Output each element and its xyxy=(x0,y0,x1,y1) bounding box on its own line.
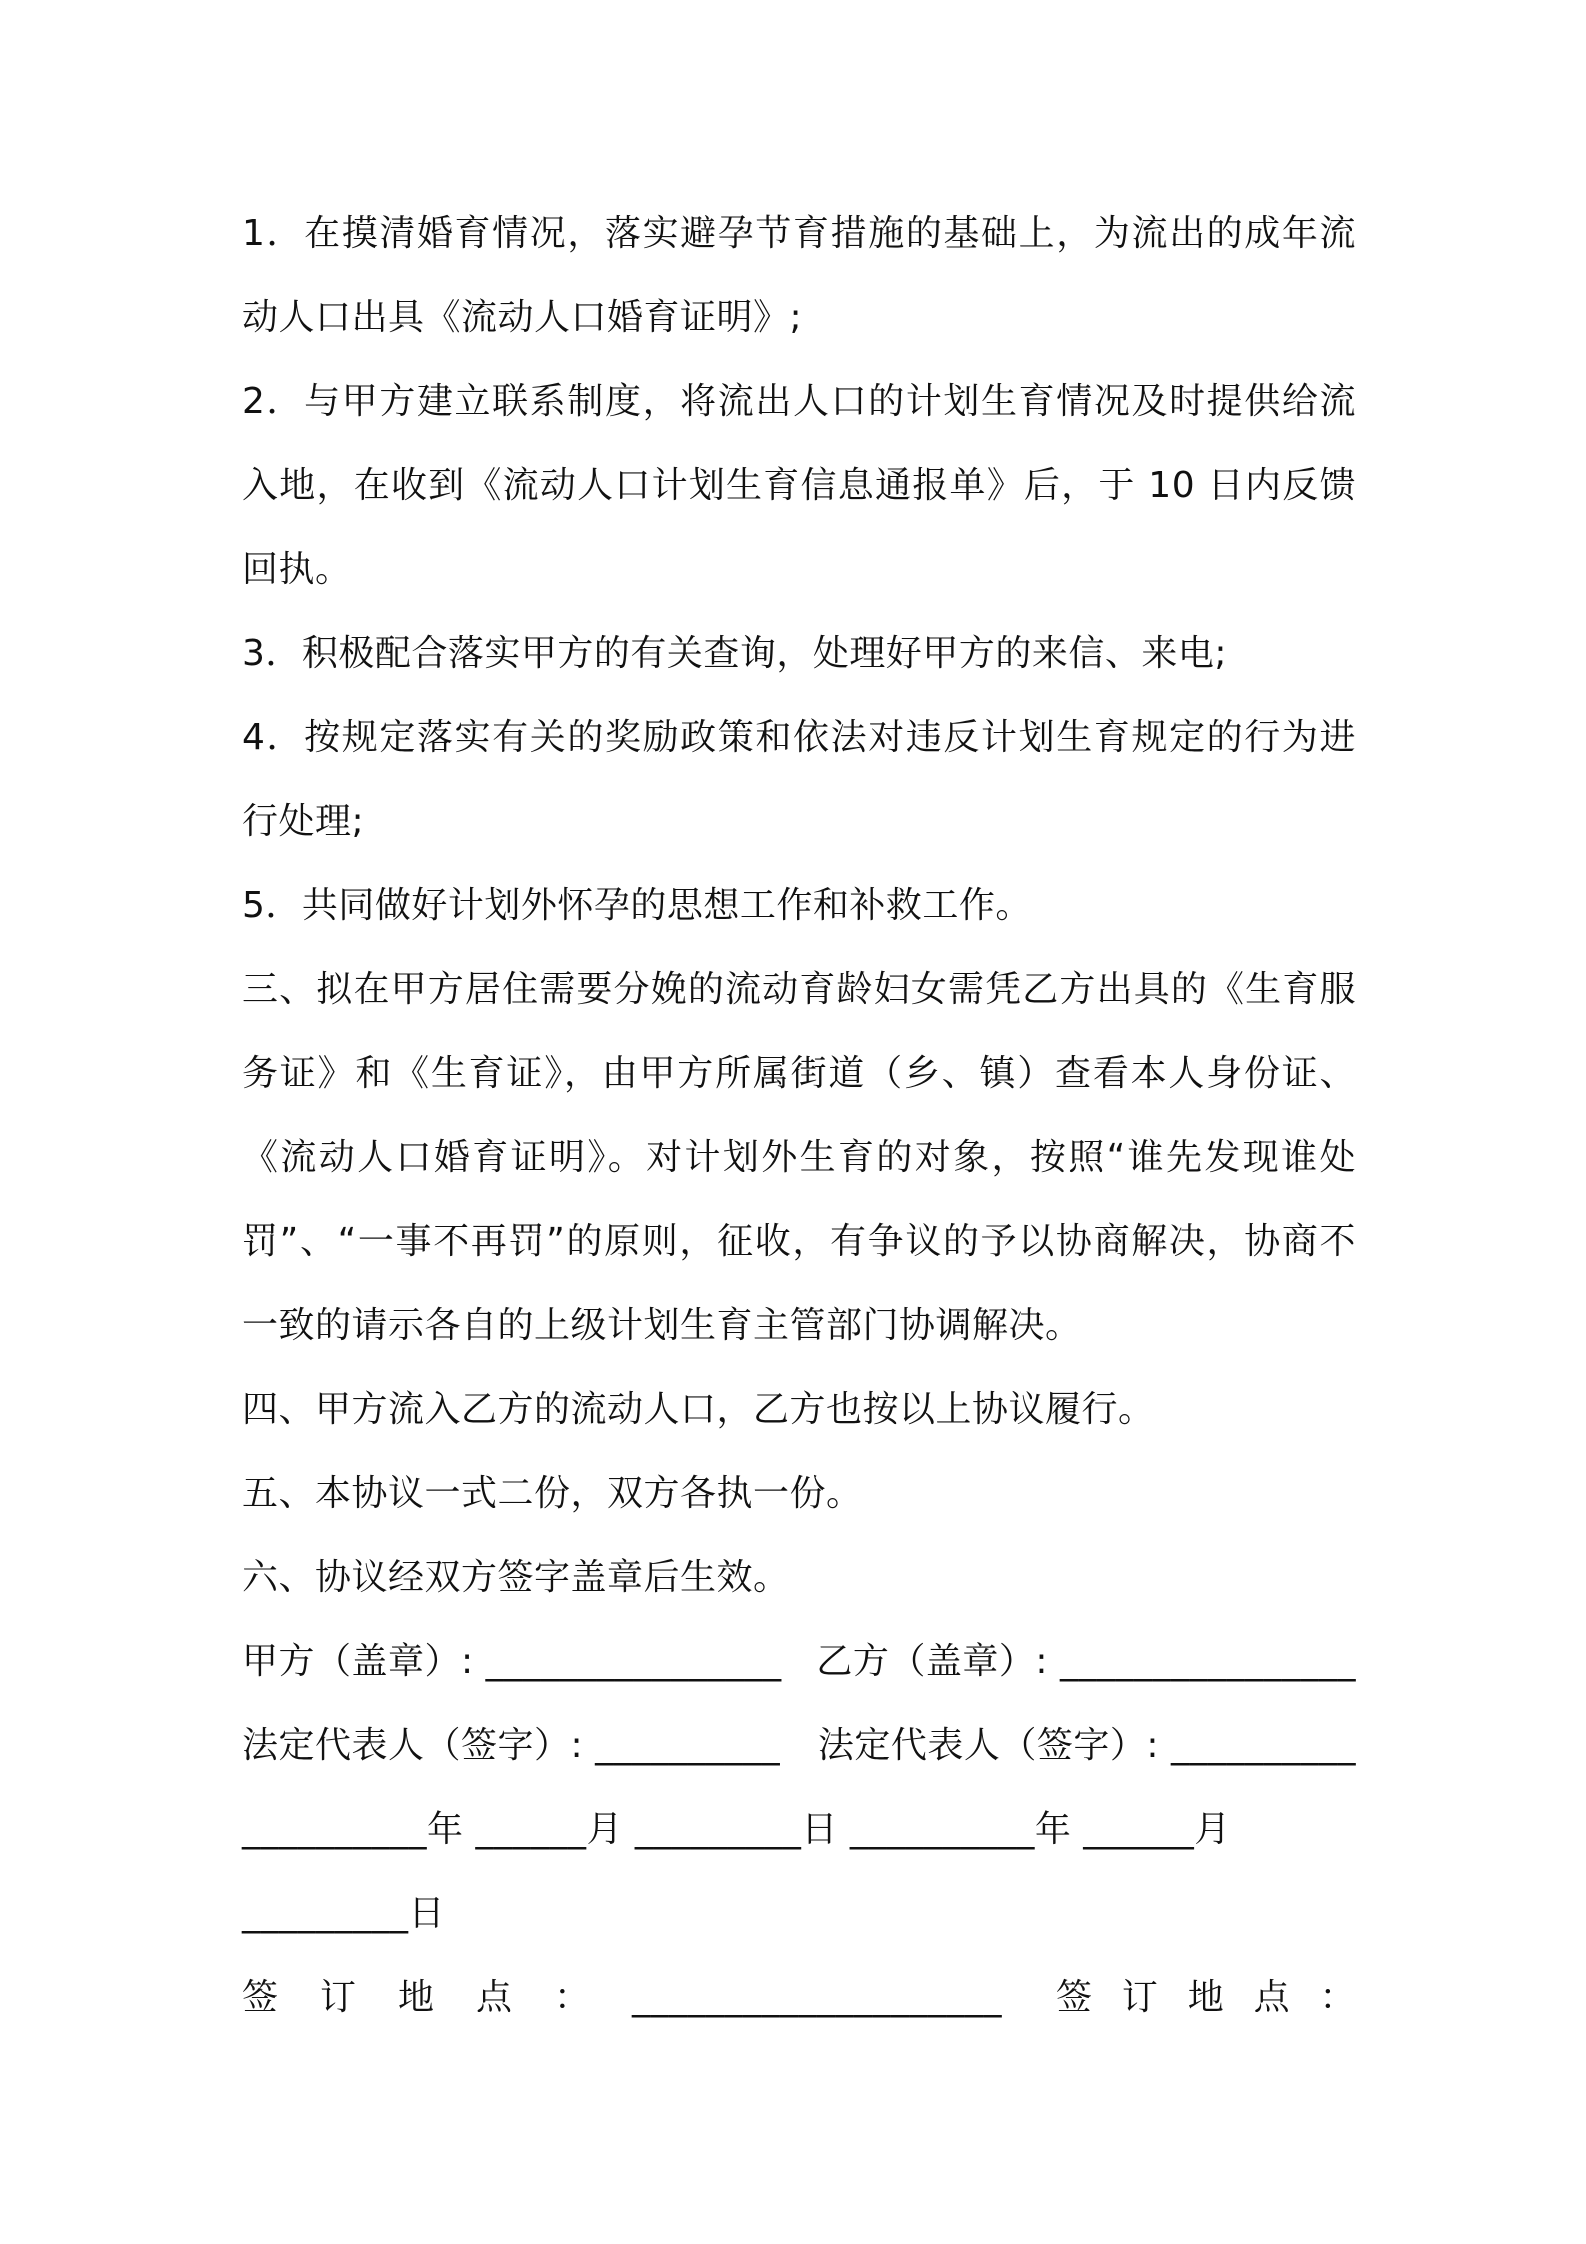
place-label-char: 地 xyxy=(398,1977,435,2018)
date-line-2: _________日 xyxy=(242,1893,446,1934)
place-label-char: ： xyxy=(1319,1977,1356,2018)
date-line-1: __________年 ______月 _________日 __________年 ______月 xyxy=(242,1809,1231,1850)
clause-1: 1．在摸清婚育情况，落实避孕节育措施的基础上，为流出的成年流动人口出具《流动人口婚育证明》; xyxy=(242,213,1356,338)
party-b-representative: 法定代表人（签字）: __________ xyxy=(817,1725,1356,1766)
party-b-signing-place xyxy=(1056,1956,1356,2040)
clause-4: 4．按规定落实有关的奖励政策和依法对违反计划生育规定的行为进行处理; xyxy=(242,717,1356,842)
representative-row xyxy=(242,1704,1356,1788)
party-a-signing-place xyxy=(242,1956,1002,2040)
place-label-char: 点 xyxy=(476,1977,513,2018)
place-label-char: 签 xyxy=(1056,1977,1093,2018)
signing-place-blank: ____________________ xyxy=(632,1977,1002,2018)
place-label-char: 签 xyxy=(242,1977,279,2018)
party-a-seal: 甲方（盖章）: ________________ xyxy=(242,1641,782,1682)
clause-3: 3．积极配合落实甲方的有关查询，处理好甲方的来信、来电; xyxy=(242,633,1228,674)
place-label-char: ： xyxy=(554,1977,591,2018)
signing-place-row xyxy=(242,1956,1356,2040)
agreement-body xyxy=(242,192,1356,2040)
article-5: 五、本协议一式二份，双方各执一份。 xyxy=(242,1473,863,1514)
article-4: 四、甲方流入乙方的流动人口，乙方也按以上协议履行。 xyxy=(242,1389,1155,1430)
place-label-char: 点 xyxy=(1253,1977,1291,2018)
place-label-char: 订 xyxy=(320,1977,357,2018)
place-label-char: 地 xyxy=(1187,1977,1225,2018)
seal-row xyxy=(242,1620,1356,1704)
party-b-seal: 乙方（盖章）: ________________ xyxy=(816,1641,1356,1682)
party-a-representative: 法定代表人（签字）: __________ xyxy=(242,1725,781,1766)
article-6: 六、协议经双方签字盖章后生效。 xyxy=(242,1557,790,1598)
article-3: 三、拟在甲方居住需要分娩的流动育龄妇女需凭乙方出具的《生育服务证》和《生育证》，由甲方所属街道（乡、镇）查看本人身份证、《流动人口婚育证明》。对计划外生育的对象，按照“谁先发现谁处罚”、“一事不再罚”的原则，征收，有争议的予以协商解决，协商不一致的请示各自的上级计划生育主管部门协调解决。 xyxy=(242,969,1356,1346)
clause-5: 5．共同做好计划外怀孕的思想工作和补救工作。 xyxy=(242,885,1032,926)
clause-2: 2．与甲方建立联系制度，将流出人口的计划生育情况及时提供给流入地，在收到《流动人口计划生育信息通报单》后，于 10 日内反馈回执。 xyxy=(242,381,1356,590)
place-label-char: 订 xyxy=(1121,1977,1159,2018)
